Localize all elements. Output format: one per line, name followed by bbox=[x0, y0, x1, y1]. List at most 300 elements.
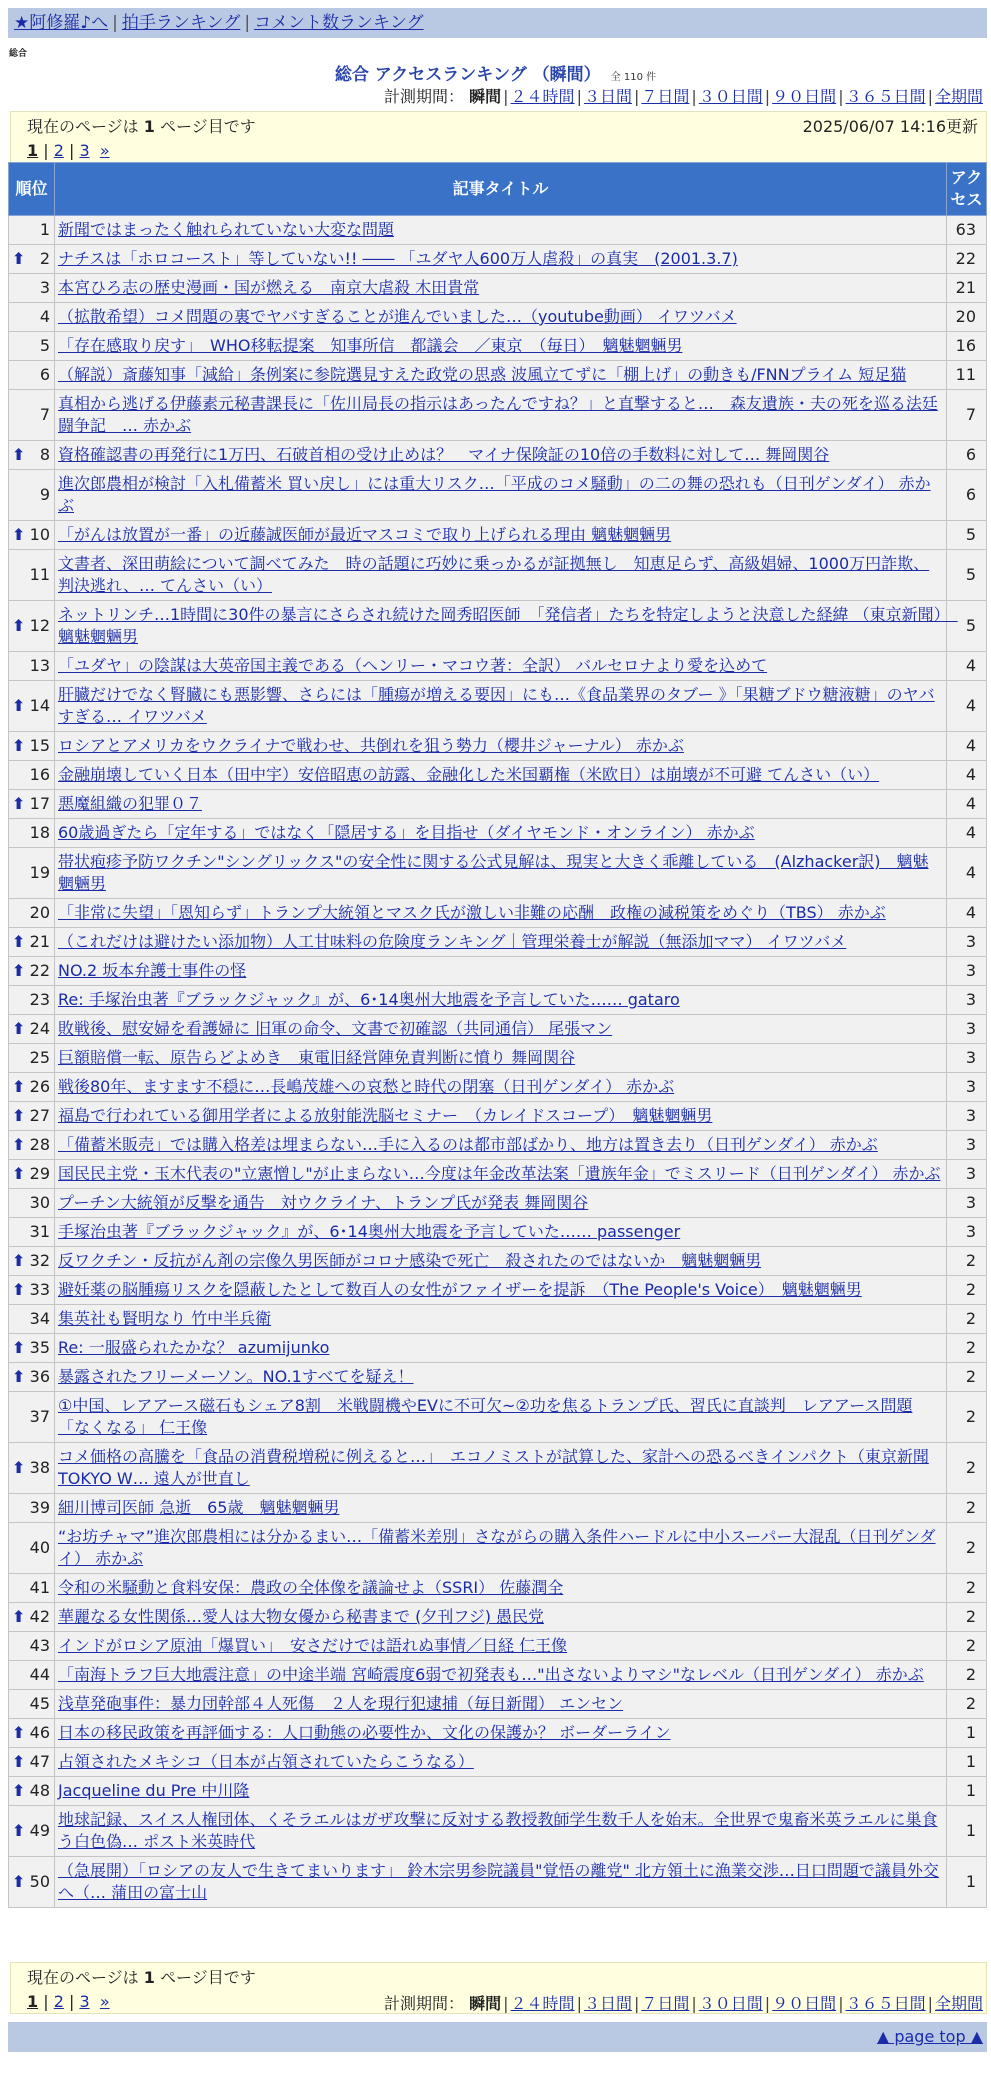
rank-number: 33 bbox=[29, 1280, 50, 1299]
article-title-link[interactable]: 華麗なる女性関係…愛人は大物女優から秘書まで (夕刊フジ) 愚民党 bbox=[58, 1607, 545, 1626]
rank-number: 34 bbox=[29, 1309, 50, 1328]
rank-number: 36 bbox=[29, 1367, 50, 1386]
category-label: 総合 bbox=[9, 49, 28, 59]
period-current: 瞬間 bbox=[469, 1994, 502, 2013]
table-row bbox=[9, 1806, 987, 1857]
access-count: 3 bbox=[947, 1102, 987, 1131]
access-count: 3 bbox=[947, 1218, 987, 1247]
rank-cell bbox=[9, 1574, 55, 1603]
title-cell bbox=[55, 848, 947, 899]
title-cell bbox=[55, 1690, 947, 1719]
access-count: 3 bbox=[947, 1015, 987, 1044]
rank-cell bbox=[9, 1661, 55, 1690]
article-title-link[interactable]: 「備蓄米販売」では購入格差は埋まらない…手に入るのは都市部ばかり、地方は置き去り（日刊ゲンダイ） 赤かぶ bbox=[58, 1135, 878, 1154]
article-title-link[interactable]: ロシアとアメリカをウクライナで戦わせ、共倒れを狙う勢力（櫻井ジャーナル） 赤かぶ bbox=[58, 736, 684, 755]
rank-number: 27 bbox=[29, 1106, 50, 1125]
article-title-link[interactable]: ①中国、レアアース磁石もシェア8割 米戦闘機やEVに不可欠~②功を焦るトランプ氏、習氏に直談判 レアアース問題「なくなる」 仁王像 bbox=[58, 1396, 913, 1437]
pager-page-2[interactable]: 2 bbox=[53, 141, 64, 160]
table-row bbox=[9, 216, 987, 245]
rank-number: 48 bbox=[29, 1781, 50, 1800]
table-row bbox=[9, 390, 987, 441]
period-3d-link[interactable]: ３日間 bbox=[583, 87, 632, 106]
access-count: 2 bbox=[947, 1632, 987, 1661]
rank-number: 47 bbox=[29, 1752, 50, 1771]
title-cell bbox=[55, 1392, 947, 1443]
article-title-link[interactable]: 敗戦後、慰安婦を看護婦に 旧軍の命令、文書で初確認（共同通信） 尾張マン bbox=[58, 1019, 613, 1038]
access-count: 3 bbox=[947, 1189, 987, 1218]
access-count: 4 bbox=[947, 899, 987, 928]
access-count: 2 bbox=[947, 1334, 987, 1363]
rank-cell bbox=[9, 361, 55, 390]
rank-cell bbox=[9, 1334, 55, 1363]
rank-number: 37 bbox=[29, 1407, 50, 1426]
rank-cell bbox=[9, 761, 55, 790]
access-count: 63 bbox=[947, 216, 987, 245]
rank-up-arrow-icon: ⬆ bbox=[12, 1106, 26, 1125]
col-header-access: アクセス bbox=[947, 163, 987, 216]
table-row bbox=[9, 550, 987, 601]
table-row bbox=[9, 1131, 987, 1160]
pager-current: 1 bbox=[27, 141, 39, 160]
rank-cell bbox=[9, 1247, 55, 1276]
article-title-link[interactable]: ナチスは「ホロコースト」等していない!! ―― 「ユダヤ人600万人虐殺」の真実 (2001.3.7) bbox=[58, 249, 738, 268]
article-title-link[interactable]: 文書者、深田萌絵について調べてみた 時の話題に巧妙に乗っかるが証拠無し 知恵足らず、高級娼婦、1000万円詐欺、判決逃れ、… てんさい（い） bbox=[58, 554, 930, 595]
title-cell bbox=[55, 441, 947, 470]
article-title-link[interactable]: Re: 手塚治虫著『ブラックジャック』が、6･14奥州大地震を予言していた…… gataro bbox=[58, 990, 680, 1009]
period-30d-link[interactable]: ３０日間 bbox=[698, 87, 763, 106]
access-count: 11 bbox=[947, 361, 987, 390]
title-cell bbox=[55, 1160, 947, 1189]
article-title-link[interactable]: 細川博司医師 急逝 65歳 魑魅魍魎男 bbox=[58, 1498, 340, 1517]
access-count: 4 bbox=[947, 681, 987, 732]
rank-number: 39 bbox=[29, 1498, 50, 1517]
rank-cell bbox=[9, 521, 55, 550]
rank-number: 10 bbox=[29, 525, 50, 544]
rank-cell bbox=[9, 1189, 55, 1218]
rank-cell bbox=[9, 601, 55, 652]
table-row bbox=[9, 1276, 987, 1305]
pager-page-3[interactable]: 3 bbox=[79, 141, 90, 160]
article-title-link[interactable]: 令和の米騒動と食料安保：農政の全体像を議論せよ（SSRI） 佐藤潤全 bbox=[58, 1578, 564, 1597]
access-count: 3 bbox=[947, 1044, 987, 1073]
rank-cell bbox=[9, 1443, 55, 1494]
rank-cell bbox=[9, 790, 55, 819]
access-count: 7 bbox=[947, 390, 987, 441]
access-count: 5 bbox=[947, 601, 987, 652]
table-row bbox=[9, 1603, 987, 1632]
access-count: 1 bbox=[947, 1748, 987, 1777]
rank-cell bbox=[9, 732, 55, 761]
rank-cell bbox=[9, 1603, 55, 1632]
article-title-link[interactable]: 日本の移民政策を再評価する：人口動態の必要性か、文化の保護か？ ボーダーライン bbox=[58, 1723, 671, 1742]
rank-up-arrow-icon: ⬆ bbox=[12, 1135, 26, 1154]
table-row bbox=[9, 521, 987, 550]
page-title-text: 総合 アクセスランキング （瞬間） bbox=[334, 65, 601, 85]
table-row bbox=[9, 303, 987, 332]
table-row bbox=[9, 732, 987, 761]
rank-up-arrow-icon: ⬆ bbox=[12, 1251, 26, 1270]
rank-number: 8 bbox=[39, 445, 50, 464]
rank-cell bbox=[9, 1392, 55, 1443]
rank-number: 31 bbox=[29, 1222, 50, 1241]
rank-number: 28 bbox=[29, 1135, 50, 1154]
article-title-link[interactable]: 進次郎農相が検討「入札備蓄米 買い戻し」には重大リスク…「平成のコメ騒動」の二の舞の恐れも（日刊ゲンダイ） 赤かぶ bbox=[58, 474, 931, 515]
table-header-row bbox=[9, 163, 987, 216]
title-cell bbox=[55, 1523, 947, 1574]
access-count: 4 bbox=[947, 652, 987, 681]
article-title-link[interactable]: 真相から逃げる伊藤素元秘書課長に「佐川局長の指示はあったんですね？」と直撃すると… 森友遺族・夫の死を巡る法廷闘争記 … 赤かぶ bbox=[58, 394, 938, 435]
title-cell bbox=[55, 957, 947, 986]
title-cell bbox=[55, 216, 947, 245]
access-count: 20 bbox=[947, 303, 987, 332]
rank-cell bbox=[9, 332, 55, 361]
rank-number: 43 bbox=[29, 1636, 50, 1655]
period-365d-link[interactable]: ３６５日間 bbox=[845, 87, 926, 106]
period-30d-link[interactable]: ３０日間 bbox=[698, 1994, 763, 2013]
article-title-link[interactable]: Re: 一服盛られたかな？ azumijunko bbox=[58, 1338, 330, 1357]
rank-number: 40 bbox=[29, 1538, 50, 1557]
title-cell bbox=[55, 390, 947, 441]
title-cell bbox=[55, 1632, 947, 1661]
access-count: 5 bbox=[947, 550, 987, 601]
article-title-link[interactable]: 本宮ひろ志の歴史漫画・国が燃える 南京大虐殺 木田貴常 bbox=[58, 278, 480, 297]
rank-up-arrow-icon: ⬆ bbox=[12, 1872, 26, 1891]
rank-up-arrow-icon: ⬆ bbox=[12, 1781, 26, 1800]
period-selector-top: 計測期間： 瞬間 | ２４時間 | ３日間 | ７日間 | ３０日間 | ９０日間 | ３６５日間 | 全期間 bbox=[384, 87, 983, 106]
rank-up-arrow-icon: ⬆ bbox=[12, 1723, 26, 1742]
title-cell bbox=[55, 790, 947, 819]
rank-number: 30 bbox=[29, 1193, 50, 1212]
rank-number: 24 bbox=[29, 1019, 50, 1038]
page-top-link[interactable]: ▲ page top ▲ bbox=[876, 2027, 983, 2046]
table-row bbox=[9, 790, 987, 819]
rank-number: 4 bbox=[39, 307, 50, 326]
rank-cell bbox=[9, 1160, 55, 1189]
updated-timestamp: 2025/06/07 14:16更新 bbox=[802, 117, 978, 136]
article-title-link[interactable]: 集英社も賢明なり 竹中半兵衛 bbox=[58, 1309, 272, 1328]
access-count: 1 bbox=[947, 1806, 987, 1857]
article-title-link[interactable]: 占領されたメキシコ（日本が占領されていたらこうなる） bbox=[58, 1752, 474, 1771]
article-title-link[interactable]: 帯状疱疹予防ワクチン"シングリックス"の安全性に関する公式見解は、現実と大きく乖離している (Alzhacker訳) 魑魅魍魎男 bbox=[58, 852, 929, 893]
rank-up-arrow-icon: ⬆ bbox=[12, 1458, 26, 1477]
rank-number: 50 bbox=[29, 1872, 50, 1891]
table-row bbox=[9, 1777, 987, 1806]
rank-cell bbox=[9, 681, 55, 732]
access-count: 2 bbox=[947, 1523, 987, 1574]
article-title-link[interactable]: 「存在感取り戻す」 WHO移転提案 知事所信 都議会 ／東京 （毎日） 魑魅魍魎男 bbox=[58, 336, 683, 355]
table-row bbox=[9, 681, 987, 732]
rank-up-arrow-icon: ⬆ bbox=[12, 445, 26, 464]
article-title-link[interactable]: 「南海トラフ巨大地震注意」の中途半端 宮崎震度6弱で初発表も…"出さないよりマシ"なレベル（日刊ゲンダイ） 赤かぶ bbox=[58, 1665, 924, 1684]
title-cell bbox=[55, 1189, 947, 1218]
access-count: 2 bbox=[947, 1661, 987, 1690]
access-count: 2 bbox=[947, 1276, 987, 1305]
access-count: 4 bbox=[947, 819, 987, 848]
rank-cell bbox=[9, 1218, 55, 1247]
table-row bbox=[9, 245, 987, 274]
table-row bbox=[9, 1748, 987, 1777]
article-title-link[interactable]: 「ユダヤ」の陰謀は大英帝国主義である（ヘンリー・マコウ著：全訳） バルセロナより愛を込めて bbox=[58, 656, 768, 675]
page-title bbox=[0, 60, 991, 85]
nav-comment-ranking-link[interactable]: コメント数ランキング bbox=[254, 13, 424, 33]
rank-number: 11 bbox=[29, 565, 50, 584]
article-title-link[interactable]: （急展開）「ロシアの友人で生きてまいります」 鈴木宗男参院議員"覚悟の離党" 北方領土に漁業交渉…日口問題で議員外交へ（… 蒲田の富士山 bbox=[58, 1861, 939, 1902]
article-title-link[interactable]: ネットリンチ…1時間に30件の暴言にさらされ続けた岡秀昭医師 「発信者」たちを特定しようと決意した経緯 （東京新聞） 魑魅魍魎男 bbox=[58, 605, 958, 646]
rank-up-arrow-icon: ⬆ bbox=[12, 1752, 26, 1771]
pager-current: 1 bbox=[27, 1992, 39, 2011]
period-all-link[interactable]: 全期間 bbox=[934, 1994, 983, 2013]
table-row bbox=[9, 361, 987, 390]
title-cell bbox=[55, 681, 947, 732]
period-all-link[interactable]: 全期間 bbox=[934, 87, 983, 106]
pager-top: 1 | 2 | 3 » bbox=[27, 141, 110, 160]
title-cell bbox=[55, 303, 947, 332]
article-title-link[interactable]: 悪魔組織の犯罪０７ bbox=[58, 794, 203, 813]
rank-number: 3 bbox=[39, 278, 50, 297]
rank-cell bbox=[9, 819, 55, 848]
table-row bbox=[9, 274, 987, 303]
title-cell bbox=[55, 1857, 947, 1908]
rank-number: 21 bbox=[29, 932, 50, 951]
table-row bbox=[9, 1661, 987, 1690]
article-title-link[interactable]: 浅草発砲事件：暴力団幹部４人死傷 ２人を現行犯逮捕（毎日新聞） エンセン bbox=[58, 1694, 624, 1713]
table-row bbox=[9, 1523, 987, 1574]
title-cell bbox=[55, 1603, 947, 1632]
current-page-text: 現在のページは 1 ページ目です bbox=[27, 117, 256, 136]
article-title-link[interactable]: （これだけは避けたい添加物）人工甘味料の危険度ランキング｜管理栄養士が解説（無添加ママ） イワツバメ bbox=[58, 932, 847, 951]
access-count: 4 bbox=[947, 790, 987, 819]
table-row bbox=[9, 819, 987, 848]
rank-cell bbox=[9, 1748, 55, 1777]
title-cell bbox=[55, 274, 947, 303]
rank-cell bbox=[9, 470, 55, 521]
rank-cell bbox=[9, 1777, 55, 1806]
rank-up-arrow-icon: ⬆ bbox=[12, 696, 26, 715]
title-cell bbox=[55, 550, 947, 601]
rank-cell bbox=[9, 1632, 55, 1661]
rank-up-arrow-icon: ⬆ bbox=[12, 961, 26, 980]
rank-number: 29 bbox=[29, 1164, 50, 1183]
access-count: 2 bbox=[947, 1363, 987, 1392]
table-row bbox=[9, 1305, 987, 1334]
period-3d-link[interactable]: ３日間 bbox=[583, 1994, 632, 2013]
nav-home-link[interactable]: ★阿修羅♪へ bbox=[14, 13, 109, 33]
title-cell bbox=[55, 986, 947, 1015]
access-count: 4 bbox=[947, 732, 987, 761]
article-title-link[interactable]: 手塚治虫著『ブラックジャック』が、6･14奥州大地震を予言していた…… passenger bbox=[58, 1222, 681, 1241]
rank-number: 5 bbox=[39, 336, 50, 355]
rank-up-arrow-icon: ⬆ bbox=[12, 616, 26, 635]
title-cell bbox=[55, 1806, 947, 1857]
title-cell bbox=[55, 1574, 947, 1603]
article-title-link[interactable]: 国民民主党・玉木代表の"立憲憎し"が止まらない…今度は年金改革法案「遺族年金」でミスリード（日刊ゲンダイ） 赤かぶ bbox=[58, 1164, 941, 1183]
rank-cell bbox=[9, 1015, 55, 1044]
period-24h-link[interactable]: ２４時間 bbox=[510, 1994, 575, 2013]
title-cell bbox=[55, 1661, 947, 1690]
rank-cell bbox=[9, 245, 55, 274]
rank-number: 35 bbox=[29, 1338, 50, 1357]
rank-number: 17 bbox=[29, 794, 50, 813]
table-row bbox=[9, 1189, 987, 1218]
period-7d-link[interactable]: ７日間 bbox=[641, 1994, 690, 2013]
article-title-link[interactable]: 反ワクチン・反抗がん剤の宗像久男医師がコロナ感染で死亡 殺されたのではないか 魑魅魍魎男 bbox=[58, 1251, 762, 1270]
access-count: 4 bbox=[947, 848, 987, 899]
rank-up-arrow-icon: ⬆ bbox=[12, 525, 26, 544]
article-title-link[interactable]: 新聞ではまったく触れられていない大変な問題 bbox=[58, 220, 395, 239]
ranking-table-body bbox=[9, 216, 987, 1908]
rank-cell bbox=[9, 848, 55, 899]
table-row bbox=[9, 441, 987, 470]
rank-up-arrow-icon: ⬆ bbox=[12, 1338, 26, 1357]
rank-cell bbox=[9, 1690, 55, 1719]
pager-bottom: 1 | 2 | 3 » bbox=[27, 1992, 110, 2011]
article-title-link[interactable]: プーチン大統領が反撃を通告 対ウクライナ、トランプ氏が発表 舞岡関谷 bbox=[58, 1193, 589, 1212]
access-count: 3 bbox=[947, 1131, 987, 1160]
access-count: 4 bbox=[947, 761, 987, 790]
rank-up-arrow-icon: ⬆ bbox=[12, 1280, 26, 1299]
article-title-link[interactable]: （拡散希望）コメ問題の裏でヤバすぎることが進んでいました…（youtube動画） イワツバメ bbox=[58, 307, 737, 326]
rank-number: 13 bbox=[29, 656, 50, 675]
rank-cell bbox=[9, 986, 55, 1015]
table-row bbox=[9, 1494, 987, 1523]
access-count: 3 bbox=[947, 928, 987, 957]
rank-cell bbox=[9, 1131, 55, 1160]
title-cell bbox=[55, 1276, 947, 1305]
rank-up-arrow-icon: ⬆ bbox=[12, 1019, 26, 1038]
article-title-link[interactable]: 福島で行われている御用学者による放射能洗脳セミナー （カレイドスコープ） 魑魅魍魎男 bbox=[58, 1106, 713, 1125]
table-row bbox=[9, 1392, 987, 1443]
article-title-link[interactable]: NO.2 坂本弁護士事件の怪 bbox=[58, 961, 247, 980]
access-count: 6 bbox=[947, 441, 987, 470]
table-row bbox=[9, 1690, 987, 1719]
rank-number: 45 bbox=[29, 1694, 50, 1713]
pager-page-3[interactable]: 3 bbox=[79, 1992, 90, 2011]
table-row bbox=[9, 1363, 987, 1392]
access-count: 2 bbox=[947, 1305, 987, 1334]
rank-cell bbox=[9, 1102, 55, 1131]
col-header-title: 記事タイトル bbox=[55, 163, 947, 216]
article-title-link[interactable]: コメ価格の高騰を「食品の消費税増税に例えると…」 エコノミストが試算した、家計への恐るべきインパクト（東京新聞TOKYO W… 遠人が世直し bbox=[58, 1447, 929, 1488]
table-row bbox=[9, 1632, 987, 1661]
article-title-link[interactable]: Jacqueline du Pre 中川隆 bbox=[58, 1781, 250, 1800]
nav-applause-ranking-link[interactable]: 拍手ランキング bbox=[121, 13, 241, 33]
rank-cell bbox=[9, 1523, 55, 1574]
pager-next[interactable]: » bbox=[99, 141, 110, 160]
table-row bbox=[9, 1719, 987, 1748]
rank-up-arrow-icon: ⬆ bbox=[12, 1164, 26, 1183]
access-count: 21 bbox=[947, 274, 987, 303]
top-nav bbox=[8, 8, 987, 38]
rank-number: 6 bbox=[39, 365, 50, 384]
rank-cell bbox=[9, 216, 55, 245]
current-page-text: 現在のページは 1 ページ目です bbox=[27, 1968, 256, 1987]
rank-number: 22 bbox=[29, 961, 50, 980]
rank-cell bbox=[9, 899, 55, 928]
access-count: 3 bbox=[947, 957, 987, 986]
rank-cell bbox=[9, 441, 55, 470]
rank-cell bbox=[9, 550, 55, 601]
table-row bbox=[9, 1247, 987, 1276]
rank-up-arrow-icon: ⬆ bbox=[12, 932, 26, 951]
article-title-link[interactable]: 「がんは放置が一番」の近藤誠医師が最近マスコミで取り上げられる理由 魑魅魍魎男 bbox=[58, 525, 672, 544]
rank-cell bbox=[9, 274, 55, 303]
title-cell bbox=[55, 1218, 947, 1247]
table-row bbox=[9, 652, 987, 681]
rank-number: 15 bbox=[29, 736, 50, 755]
table-row bbox=[9, 1218, 987, 1247]
rank-number: 12 bbox=[29, 616, 50, 635]
period-label: 計測期間： bbox=[384, 87, 465, 106]
period-90d-link[interactable]: ９０日間 bbox=[772, 1994, 837, 2013]
title-cell bbox=[55, 245, 947, 274]
access-count: 22 bbox=[947, 245, 987, 274]
article-title-link[interactable]: 避妊薬の脳腫瘍リスクを隠蔽したとして数百人の女性がファイザーを提訴 （The People's Voice） 魑魅魍魎男 bbox=[58, 1280, 862, 1299]
article-title-link[interactable]: 金融崩壊していく日本（田中宇）安倍昭恵の訪露、金融化した米国覇権（米欧日）は崩壊が不可避 てんさい（い） bbox=[58, 765, 880, 784]
access-count: 2 bbox=[947, 1443, 987, 1494]
article-title-link[interactable]: 肝臓だけでなく腎臓にも悪影響、さらには「腫瘍が増える要因」にも…《食品業界のタブー 》「果糖ブドウ糖液糖」のヤバすぎる… イワツバメ bbox=[58, 685, 935, 726]
access-count: 16 bbox=[947, 332, 987, 361]
rank-number: 25 bbox=[29, 1048, 50, 1067]
period-365d-link[interactable]: ３６５日間 bbox=[845, 1994, 926, 2013]
period-24h-link[interactable]: ２４時間 bbox=[510, 87, 575, 106]
page-info-top bbox=[10, 111, 987, 163]
article-title-link[interactable]: 「非常に失望」「恩知らず」トランプ大統領とマスク氏が激しい非難の応酬 政権の減税策をめぐり（TBS） 赤かぶ bbox=[58, 903, 886, 922]
rank-number: 20 bbox=[29, 903, 50, 922]
period-90d-link[interactable]: ９０日間 bbox=[772, 87, 837, 106]
period-selector-bottom: 計測期間： 瞬間 | ２４時間 | ３日間 | ７日間 | ３０日間 | ９０日間 | ３６５日間 | 全期間 bbox=[384, 1994, 983, 2013]
access-count: 2 bbox=[947, 1603, 987, 1632]
article-title-link[interactable]: 60歳過ぎたら「定年する」ではなく「隠居する」を目指せ（ダイヤモンド・オンライン） 赤かぶ bbox=[58, 823, 755, 842]
period-7d-link[interactable]: ７日間 bbox=[641, 87, 690, 106]
article-title-link[interactable]: （解説）斎藤知事「減給」条例案に参院選見すえた政党の思惑 波風立てずに「棚上げ」の動きも/FNNプライム 短足猫 bbox=[58, 365, 907, 384]
rank-up-arrow-icon: ⬆ bbox=[12, 1821, 26, 1840]
rank-number: 49 bbox=[29, 1821, 50, 1840]
table-row bbox=[9, 928, 987, 957]
period-label: 計測期間： bbox=[384, 1994, 465, 2013]
table-row bbox=[9, 1102, 987, 1131]
access-count: 3 bbox=[947, 1073, 987, 1102]
article-title-link[interactable]: 巨額賠償一転、原告らどよめき 東電旧経営陣免責判断に憤り 舞岡関谷 bbox=[58, 1048, 576, 1067]
access-count: 6 bbox=[947, 470, 987, 521]
table-row bbox=[9, 601, 987, 652]
rank-number: 23 bbox=[29, 990, 50, 1009]
article-title-link[interactable]: 戦後80年、ますます不穏に…長嶋茂雄への哀愁と時代の閉塞（日刊ゲンダイ） 赤かぶ bbox=[58, 1077, 675, 1096]
table-row bbox=[9, 1015, 987, 1044]
rank-cell bbox=[9, 1276, 55, 1305]
rank-number: 14 bbox=[29, 696, 50, 715]
period-current: 瞬間 bbox=[469, 87, 502, 106]
article-title-link[interactable]: 資格確認書の再発行に1万円、石破首相の受け止めは？ マイナ保険証の10倍の手数料に対して… 舞岡関谷 bbox=[58, 445, 830, 464]
pager-next[interactable]: » bbox=[99, 1992, 110, 2011]
table-row bbox=[9, 899, 987, 928]
title-cell bbox=[55, 1073, 947, 1102]
rank-cell bbox=[9, 390, 55, 441]
title-cell bbox=[55, 1015, 947, 1044]
article-title-link[interactable]: “お坊チャマ”進次郎農相には分かるまい…「備蓄米差別」さながらの購入条件ハードルに中小スーパー大混乱（日刊ゲンダイ） 赤かぶ bbox=[58, 1527, 936, 1568]
article-title-link[interactable]: インドがロシア原油「爆買い」 安さだけでは語れぬ事情／日経 仁王像 bbox=[58, 1636, 568, 1655]
pager-page-2[interactable]: 2 bbox=[53, 1992, 64, 2011]
access-count: 1 bbox=[947, 1719, 987, 1748]
access-count: 2 bbox=[947, 1392, 987, 1443]
rank-cell bbox=[9, 1363, 55, 1392]
rank-number: 26 bbox=[29, 1077, 50, 1096]
rank-number: 1 bbox=[39, 220, 50, 239]
title-cell bbox=[55, 1247, 947, 1276]
article-title-link[interactable]: 暴露されたフリーメーソン。NO.1すべてを疑え！ bbox=[58, 1367, 414, 1386]
article-title-link[interactable]: 地球記録、スイス人権団体、くそラエルはガザ攻撃に反対する教授教師学生数千人を始末。全世界で鬼畜米英ラエルに巣食う白色偽… ポスト米英時代 bbox=[58, 1810, 938, 1851]
access-count: 3 bbox=[947, 1160, 987, 1189]
title-cell bbox=[55, 470, 947, 521]
